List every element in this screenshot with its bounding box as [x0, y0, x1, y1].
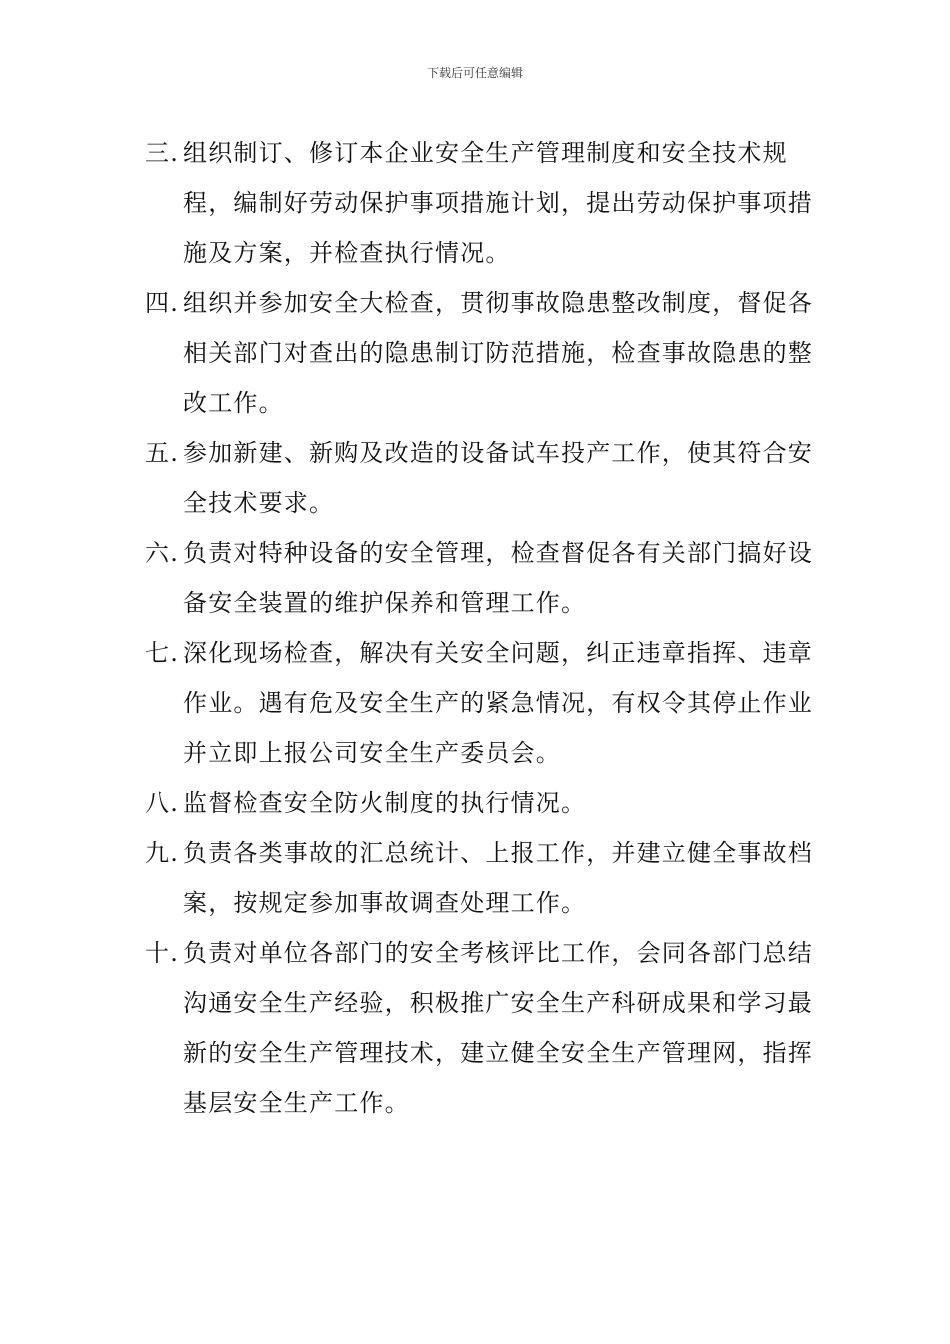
item-number: 七.: [145, 639, 180, 667]
item-number: 九.: [145, 839, 180, 867]
item-number: 三.: [145, 139, 180, 167]
item-text: 负责对单位各部门的安全考核评比工作，会同各部门总结沟通安全生产经验，积极推广安全生产科研成果和学习最新的安全生产管理技术，建立健全安全生产管理网，指挥基层安全生产工作。: [183, 939, 813, 1117]
item-text: 参加新建、新购及改造的设备试车投产工作，使其符合安全技术要求。: [183, 439, 813, 517]
item-number: 六.: [145, 539, 180, 567]
item-text: 负责对特种设备的安全管理，检查督促各有关部门搞好设备安全装置的维护保养和管理工作。: [183, 539, 813, 617]
item-number: 四.: [145, 289, 180, 317]
item-text: 组织并参加安全大检查，贯彻事故隐患整改制度，督促各相关部门对查出的隐患制订防范措施，检查事故隐患的整改工作。: [183, 289, 813, 417]
item-text: 深化现场检查，解决有关安全问题，纠正违章指挥、违章作业。遇有危及安全生产的紧急情况，有权令其停止作业并立即上报公司安全生产委员会。: [183, 639, 813, 767]
page-header: 下载后可任意编辑: [426, 66, 523, 80]
list-item: [145, 928, 825, 1128]
list-item: [145, 128, 825, 278]
item-text: 监督检查安全防火制度的执行情况。: [183, 789, 587, 817]
duty-list: [145, 128, 825, 1128]
list-item: [145, 628, 825, 778]
item-text: 负责各类事故的汇总统计、上报工作，并建立健全事故档案，按规定参加事故调查处理工作。: [183, 839, 813, 917]
list-item: [145, 428, 825, 528]
list-item: [145, 278, 825, 428]
list-item: [145, 528, 825, 628]
item-number: 十.: [145, 939, 180, 967]
item-number: 五.: [145, 439, 180, 467]
item-text: 组织制订、修订本企业安全生产管理制度和安全技术规程，编制好劳动保护事项措施计划，提出劳动保护事项措施及方案，并检查执行情况。: [183, 139, 813, 267]
list-item: [145, 828, 825, 928]
list-item: [145, 778, 825, 828]
item-number: 八.: [145, 789, 180, 817]
